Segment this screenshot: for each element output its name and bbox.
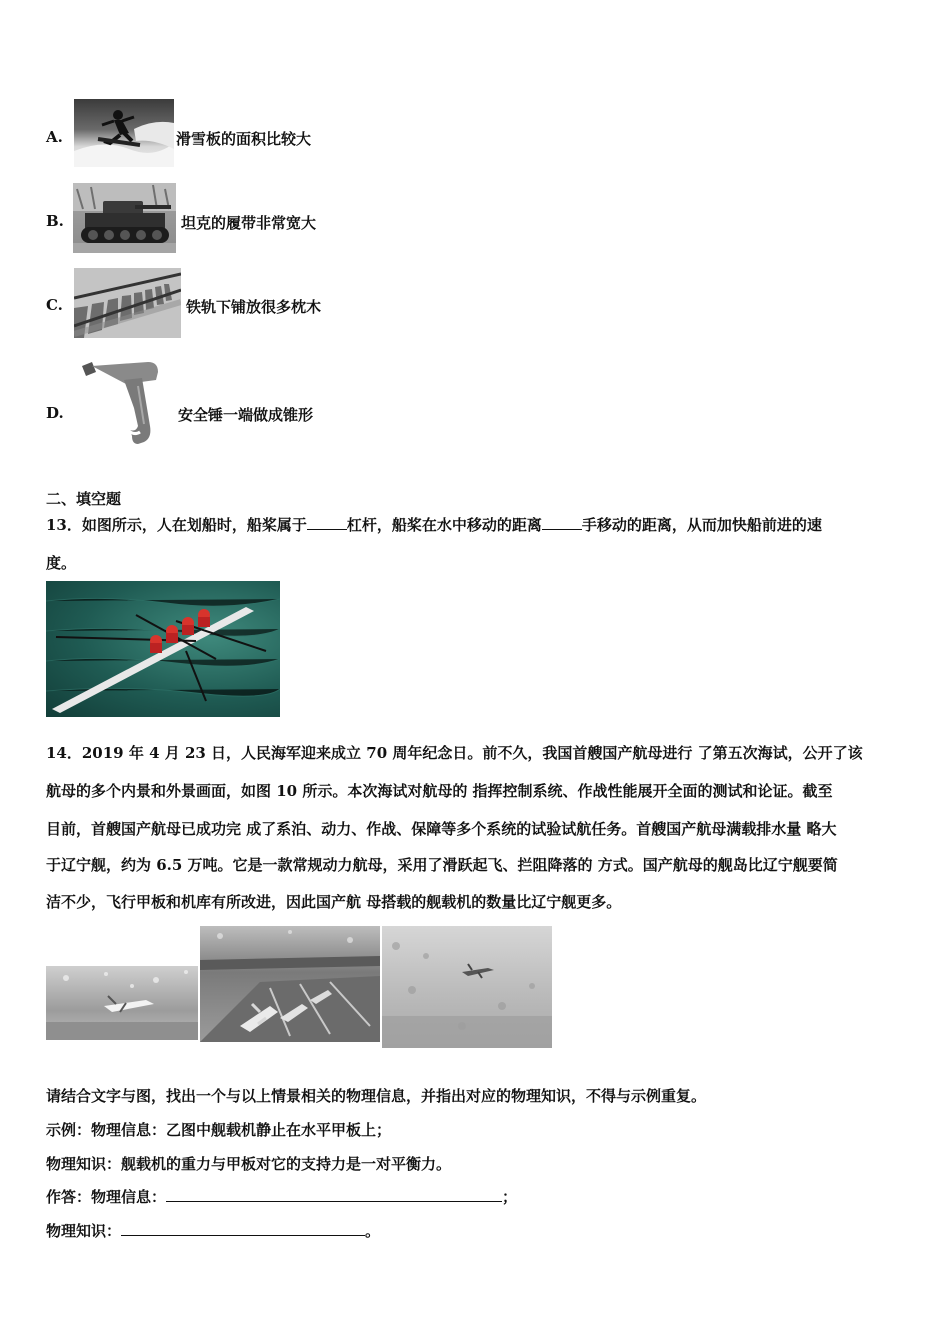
carrier-image-3 <box>382 926 552 1048</box>
section-title: 二、填空题 <box>46 490 122 508</box>
q14-instruction: 请结合文字与图，找出一个与以上情景相关的物理信息，并指出对应的物理知识，不得与示例重复。 <box>46 1087 707 1105</box>
carrier-image-2 <box>200 926 380 1042</box>
q13-blank-2[interactable] <box>542 515 582 530</box>
q14-answer-knowledge-row <box>46 1220 380 1241</box>
rowing-boat-image <box>46 581 280 717</box>
q14-answer-info-end: ； <box>502 1188 518 1206</box>
q14-answer-knowledge-blank[interactable] <box>121 1221 365 1236</box>
option-a-text: 滑雪板的面积比较大 <box>176 130 312 148</box>
q14-answer-knowledge-label: 物理知识： <box>46 1222 122 1240</box>
q14-answer-info-row <box>46 1186 517 1207</box>
option-b-text: 坦克的履带非常宽大 <box>181 214 317 232</box>
q14-example-info: 示例：物理信息：乙图中舰载机静止在水平甲板上； <box>46 1121 392 1139</box>
q13-text-3: 手移动的距离，从而加快船前进的速 <box>581 516 822 534</box>
tank-image <box>73 183 176 253</box>
q13-text-2: 杠杆，船桨在水中移动的距离 <box>346 516 542 534</box>
q14-line-1: 14．2019 年 4 月 23 日，人民海军迎来成立 70 周年纪念日。前不久，我国首艘国产航母进行 了第五次海试，公开了该 <box>46 744 863 762</box>
q13-blank-1[interactable] <box>307 515 347 530</box>
q13-text-1: 13．如图所示，人在划船时，船桨属于 <box>46 516 307 534</box>
q14-answer-info-label: 作答：物理信息： <box>46 1188 167 1206</box>
q14-example-knowledge: 物理知识：舰载机的重力与甲板对它的支持力是一对平衡力。 <box>46 1155 452 1173</box>
q14-answer-knowledge-end: 。 <box>365 1222 381 1240</box>
q14-answer-info-blank[interactable] <box>166 1187 502 1202</box>
q14-line-2: 航母的多个内景和外景画面，如图 10 所示。本次海试对航母的 指挥控制系统、作战性能展开全面的测试和论证。截至 <box>46 782 833 800</box>
q14-line-5: 洁不少，飞行甲板和机库有所改进，因此国产航 母搭载的舰载机的数量比辽宁舰更多。 <box>46 893 622 911</box>
snowboarder-image <box>74 99 174 167</box>
option-d-text: 安全锤一端做成锥形 <box>178 406 314 424</box>
q13-line-1 <box>46 514 822 535</box>
q14-line-3: 目前，首艘国产航母已成功完 成了系泊、动力、作战、保障等多个系统的试验试航任务。首艘国产航母满载排水量 略大 <box>46 820 837 838</box>
q13-line-2: 度。 <box>46 554 77 572</box>
option-b-letter: B. <box>46 212 64 230</box>
option-a-letter: A. <box>46 128 63 146</box>
q14-line-4: 于辽宁舰，约为 6.5 万吨。它是一款常规动力航母，采用了滑跃起飞、拦阻降落的 方式。国产航母的舰岛比辽宁舰要简 <box>46 856 838 874</box>
railway-sleepers-image <box>74 268 181 338</box>
option-c-text: 铁轨下铺放很多枕木 <box>186 298 322 316</box>
safety-hammer-image <box>78 356 170 448</box>
option-c-letter: C. <box>46 296 63 314</box>
option-d-letter: D. <box>46 404 64 422</box>
carrier-image-1 <box>46 966 198 1040</box>
